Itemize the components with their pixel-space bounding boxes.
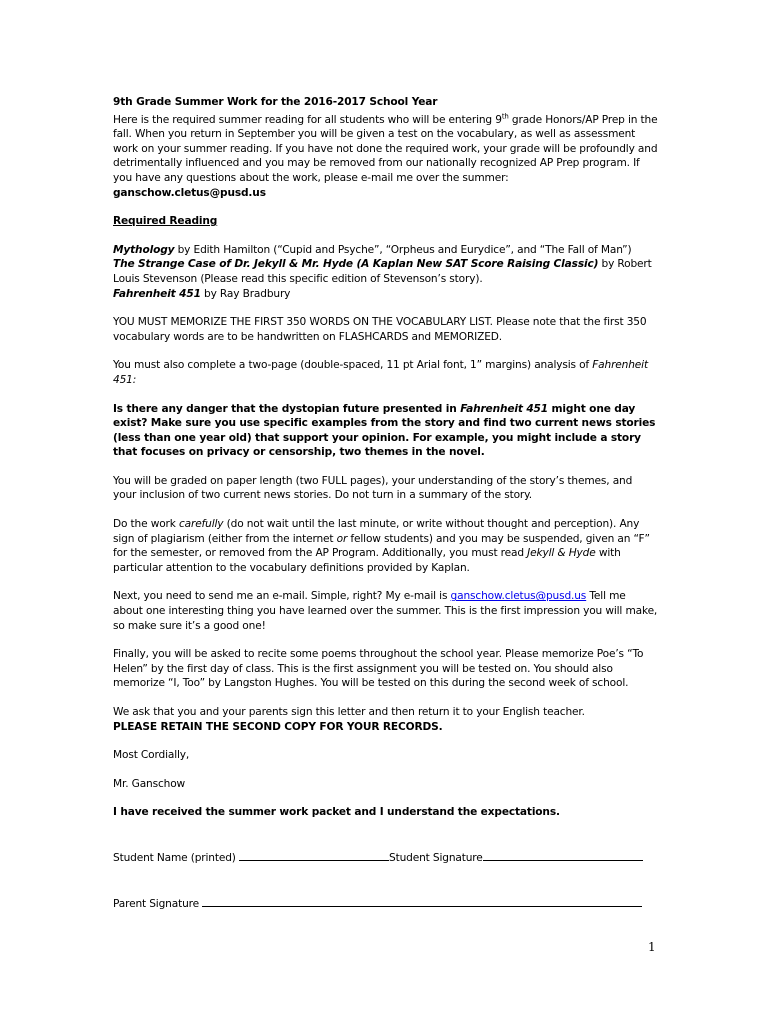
book-2-details: by Robert Louis Stevenson (Please read this specific edition of Stevenson’s story).: [113, 258, 652, 285]
sign-paragraph: [113, 705, 658, 734]
vocabulary-paragraph: YOU MUST MEMORIZE THE FIRST 350 WORDS ON THE VOCABULARY LIST. Please note that the first 350 vocabulary words are to be handwritten on FLASHCARDS and MEMORIZED.: [113, 316, 647, 343]
email-paragraph: [113, 589, 658, 633]
parent-signature-field[interactable]: [202, 896, 642, 907]
intro-text-1: Here is the required summer reading for all students who will be entering 9: [113, 113, 502, 126]
email-link[interactable]: ganschow.cletus@pusd.us: [450, 590, 587, 603]
sign-instruction: We ask that you and your parents sign this letter and then return it to your English teacher.: [113, 706, 585, 718]
work-text-a: Do the work: [113, 518, 179, 531]
document-page: [113, 95, 658, 911]
book-2-title: The Strange Case of Dr. Jekyll & Mr. Hyde (A Kaplan New SAT Score Raising Classic): [113, 258, 599, 271]
essay-prompt: [113, 402, 658, 460]
book-1-details: by Edith Hamilton (“Cupid and Psyche”, “Orpheus and Eurydice”, and “The Fall of Man”): [174, 243, 632, 256]
student-signature-label: Student Signature: [389, 851, 483, 864]
poems-paragraph: Finally, you will be asked to recite some poems throughout the school year. Please memorize Poe’s “To Helen” by the first day of class. This is the first assignment you will be tested on. You should also memorize “I, Too” by Langston Hughes. You will be tested on this during the second week of school.: [113, 648, 644, 690]
author-name: Mr. Ganschow: [113, 777, 186, 790]
work-or: or: [336, 532, 348, 545]
work-carefully: carefully: [178, 518, 224, 531]
prompt-text-b: might one day exist? Make sure you use specific examples from the story and find two current news stories (less than one year old) that support your opinion. For example, you might include a story that focuses on privacy or censorship, two themes in the novel.: [113, 402, 656, 459]
email-text-a: Next, you need to send me an e-mail. Simple, right? My e-mail is: [113, 590, 451, 603]
parent-signature-row: [113, 896, 658, 912]
document-title: 9th Grade Summer Work for the 2016-2017 School Year: [113, 96, 438, 108]
grading-paragraph: You will be graded on paper length (two FULL pages), your understanding of the story’s themes, and your inclusion of two current news stories. Do not turn in a summary of the story.: [113, 474, 633, 502]
retain-copy-notice: PLEASE RETAIN THE SECOND COPY FOR YOUR RECORDS.: [113, 720, 443, 733]
work-text-d: with particular attention to the vocabulary definitions provided by Kaplan.: [113, 547, 621, 574]
intro-text-2: grade Honors/AP Prep in the fall. When you return in September you will be given a test on the vocabulary, as well as assessment work on your summer reading. If you have not done the required work, your grade will be profoundly and detrimentally influenced and you may be removed from our nationally recognized AP Prep program. If you have any questions about the work, please e-mail me over the summer:: [113, 113, 658, 184]
acknowledgement: I have received the summer work packet and I understand the expectations.: [113, 806, 560, 819]
book-3-details: by Ray Bradbury: [200, 287, 291, 300]
email-text-b: Tell me about one interesting thing you have learned over the summer. This is the first impression you will make, so make sure it’s a good one!: [113, 590, 658, 632]
student-name-label: Student Name (printed): [113, 851, 240, 864]
page-number: 1: [648, 940, 656, 954]
analysis-paragraph: [113, 358, 658, 387]
required-reading-heading: Required Reading: [113, 215, 218, 228]
closing: Most Cordially,: [113, 749, 190, 762]
work-text-c: fellow students) and you may be suspended, given an “F” for the semester, or removed from the AP Program. Additionally, you must read: [113, 532, 650, 560]
book-3-title: Fahrenheit 451: [113, 287, 201, 300]
analysis-text: You must also complete a two-page (double-spaced, 11 pt Arial font, 1” margins) analysis of: [113, 359, 593, 372]
work-paragraph: [113, 517, 658, 575]
book-1-title: Mythology: [113, 243, 175, 256]
prompt-book: Fahrenheit 451: [460, 402, 548, 415]
work-jekyll-hyde: Jekyll & Hyde: [527, 547, 596, 560]
book-list: [113, 243, 658, 301]
parent-signature-label: Parent Signature: [113, 897, 203, 910]
analysis-book: Fahrenheit 451:: [113, 359, 648, 386]
student-name-field[interactable]: [239, 850, 389, 861]
student-signature-row: [113, 850, 658, 866]
intro-email: ganschow.cletus@pusd.us: [113, 186, 266, 199]
intro-paragraph: [113, 113, 658, 201]
intro-superscript: th: [501, 112, 509, 121]
work-text-b: (do not wait until the last minute, or write without thought and perception). Any sign of plagiarism (either from the internet: [113, 518, 640, 545]
student-signature-field[interactable]: [483, 850, 643, 861]
prompt-text-a: Is there any danger that the dystopian future presented in: [113, 402, 461, 415]
